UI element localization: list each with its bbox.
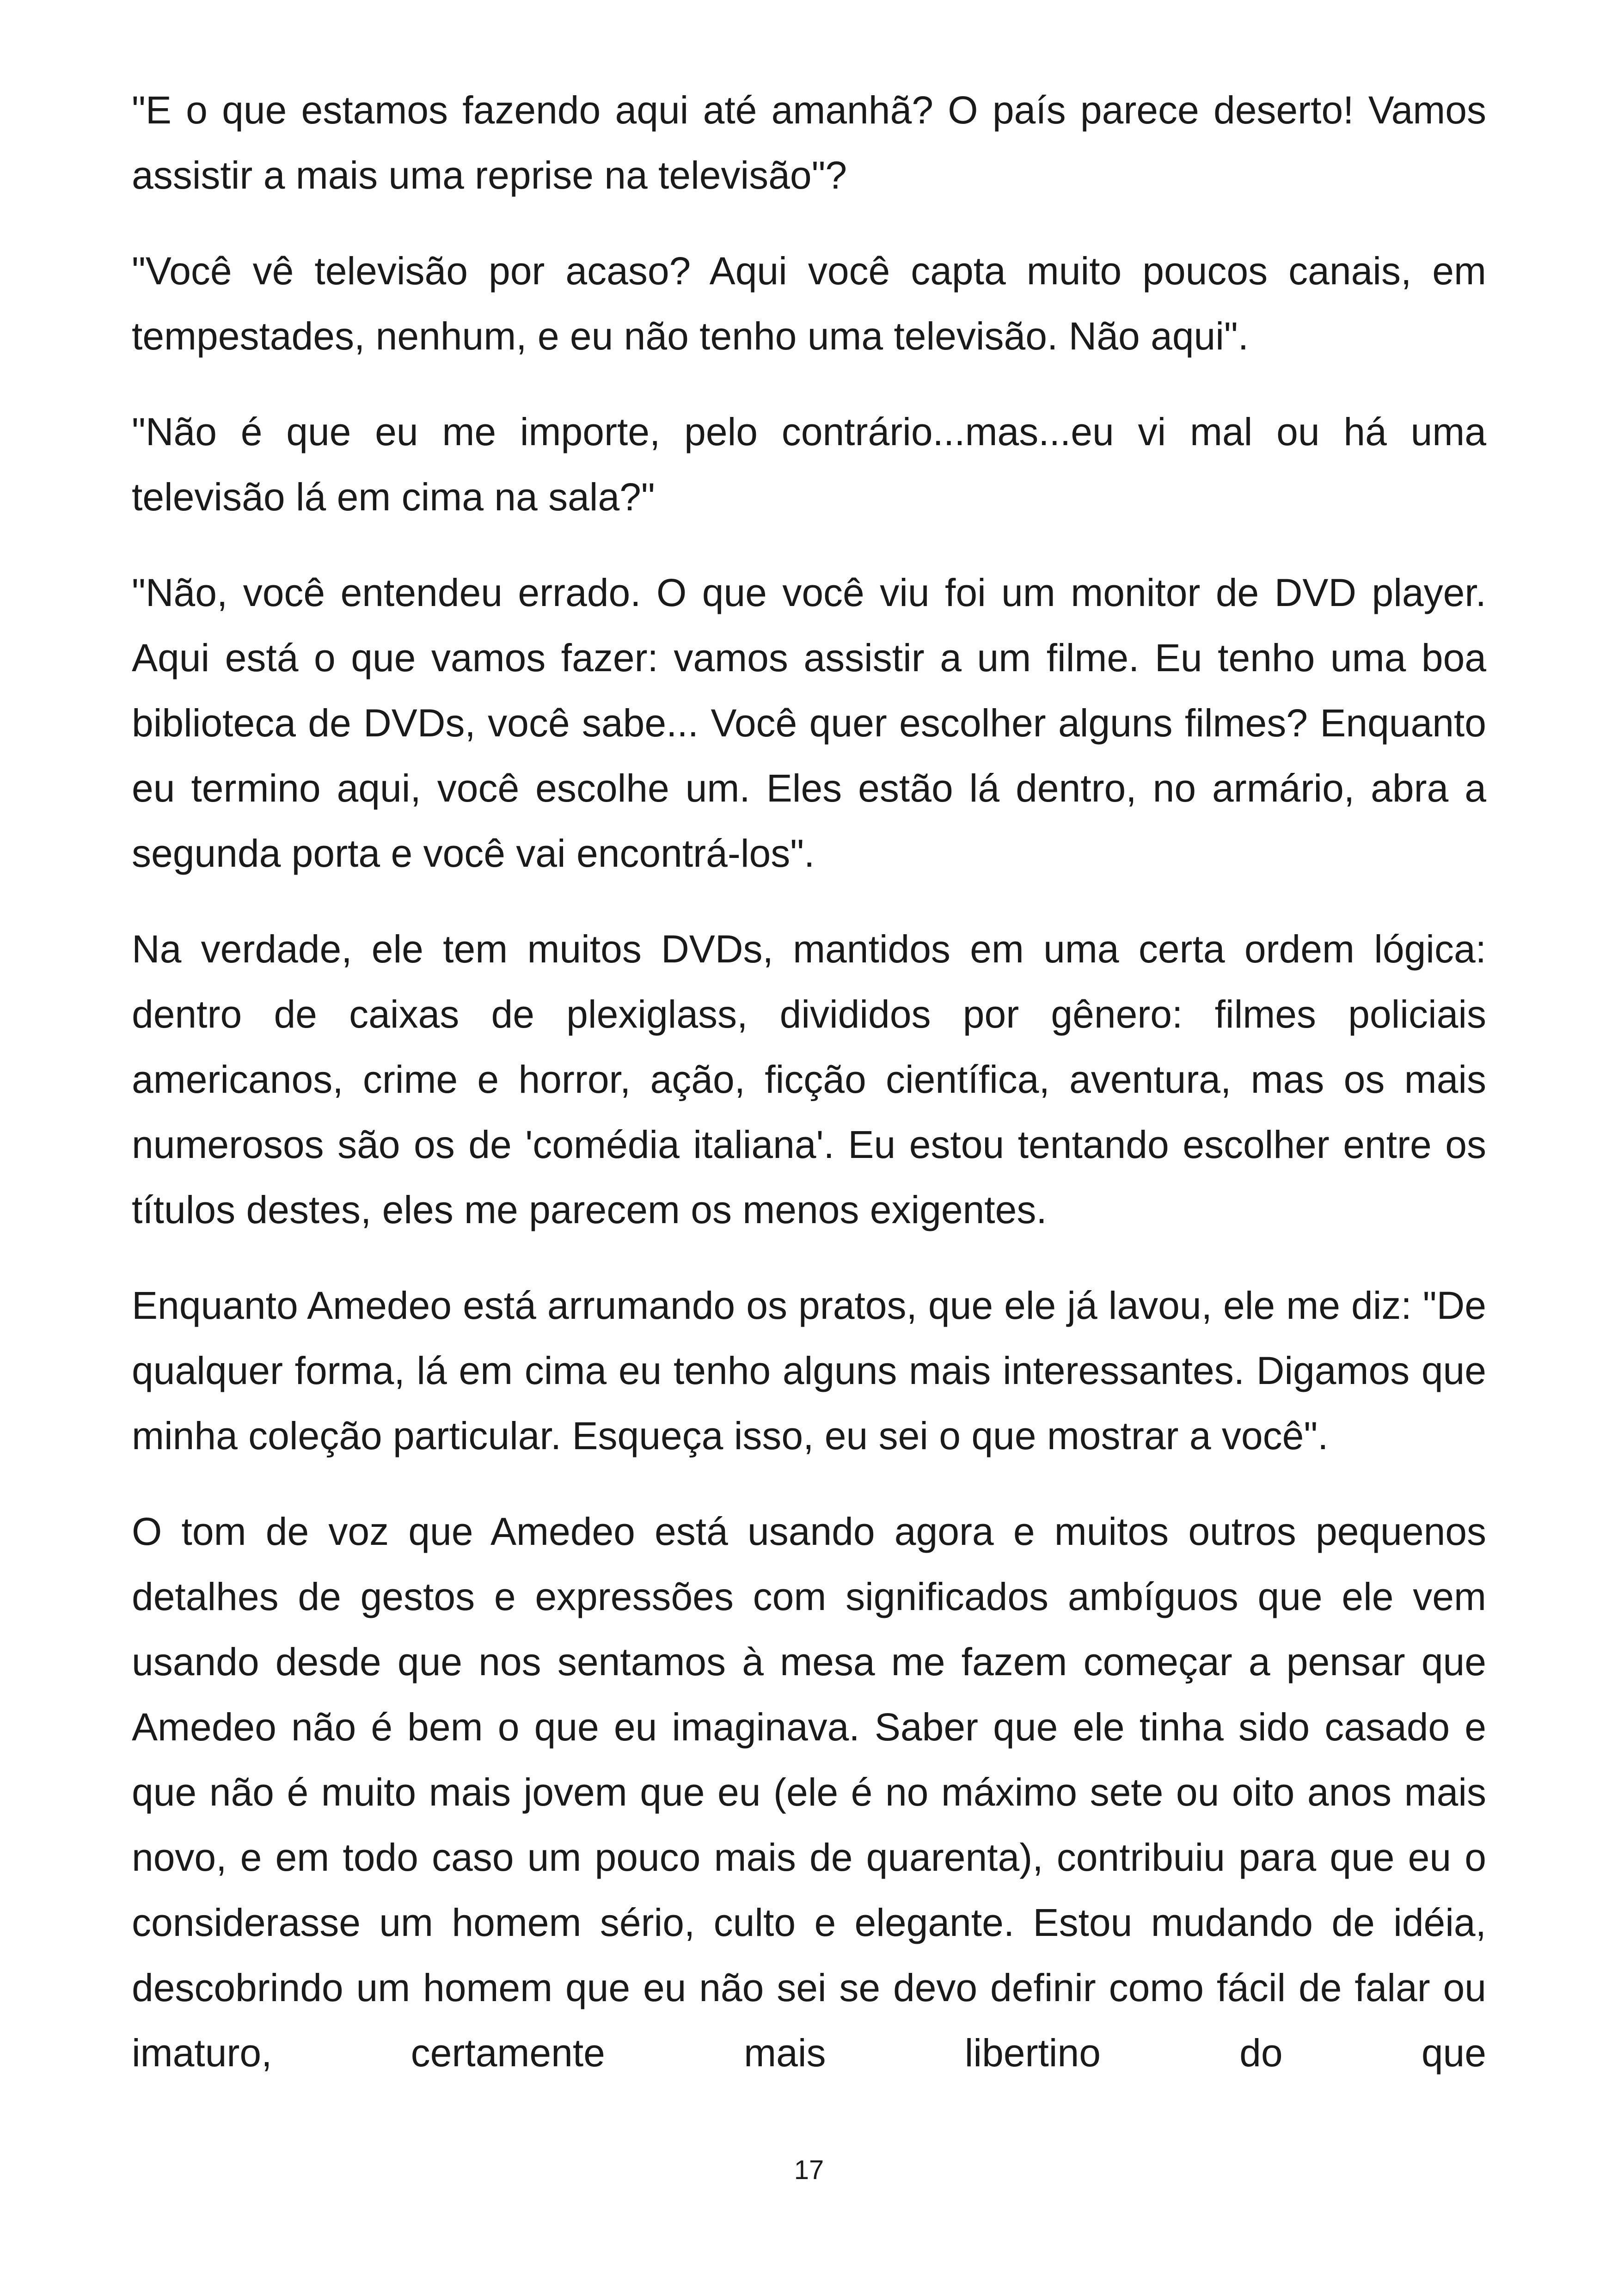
paragraph-4: "Não, você entendeu errado. O que você viu foi um monitor de DVD player. Aqui está o que vamos fazer: vamos assistir a um filme. Eu tenho uma boa biblioteca de DVDs, você sabe... Você quer escolher alguns filmes? Enquanto eu termino aqui, você escolhe um. Eles estão lá dentro, no armário, abra a segunda porta e você vai encontrá-los". bbox=[132, 571, 1486, 875]
paragraph-1: "E o que estamos fazendo aqui até amanhã? O país parece deserto! Vamos assistir a mais uma reprise na televisão"? bbox=[132, 88, 1486, 197]
paragraph-6: Enquanto Amedeo está arrumando os pratos, que ele já lavou, ele me diz: "De qualquer forma, lá em cima eu tenho alguns mais interessantes. Digamos que minha coleção particular. Esqueça isso, eu sei o que mostrar a você". bbox=[132, 1284, 1486, 1457]
paragraph-3: "Não é que eu me importe, pelo contrário...mas...eu vi mal ou há uma televisão lá em cima na sala?" bbox=[132, 410, 1486, 519]
paragraph-7: O tom de voz que Amedeo está usando agora e muitos outros pequenos detalhes de gestos e expressões com significados ambíguos que ele vem usando desde que nos sentamos à mesa me fazem começar a pensar que Amedeo não é bem o que eu imaginava. Saber que ele tinha sido casado e que não é muito mais jovem que eu (ele é no máximo sete ou oito anos mais novo, e em todo caso um pouco mais de quarenta), contribuiu para que eu o considerasse um homem sério, culto e elegante. Estou mudando de idéia, descobrindo um homem que eu não sei se devo definir como fácil de falar ou imaturo, certamente mais libertino do que bbox=[132, 1510, 1486, 2075]
paragraph-5: Na verdade, ele tem muitos DVDs, mantidos em uma certa ordem lógica: dentro de caixas de plexiglass, divididos por gênero: filmes policiais americanos, crime e horror, ação, ficção científica, aventura, mas os mais numerosos são os de 'comédia italiana'. Eu estou tentando escolher entre os títulos destes, eles me parecem os menos exigentes. bbox=[132, 927, 1486, 1231]
page-number: 17 bbox=[794, 2155, 824, 2185]
body-text bbox=[132, 78, 1486, 2116]
paragraph-2: "Você vê televisão por acaso? Aqui você capta muito poucos canais, em tempestades, nenhum, e eu não tenho uma televisão. Não aqui". bbox=[132, 249, 1486, 358]
